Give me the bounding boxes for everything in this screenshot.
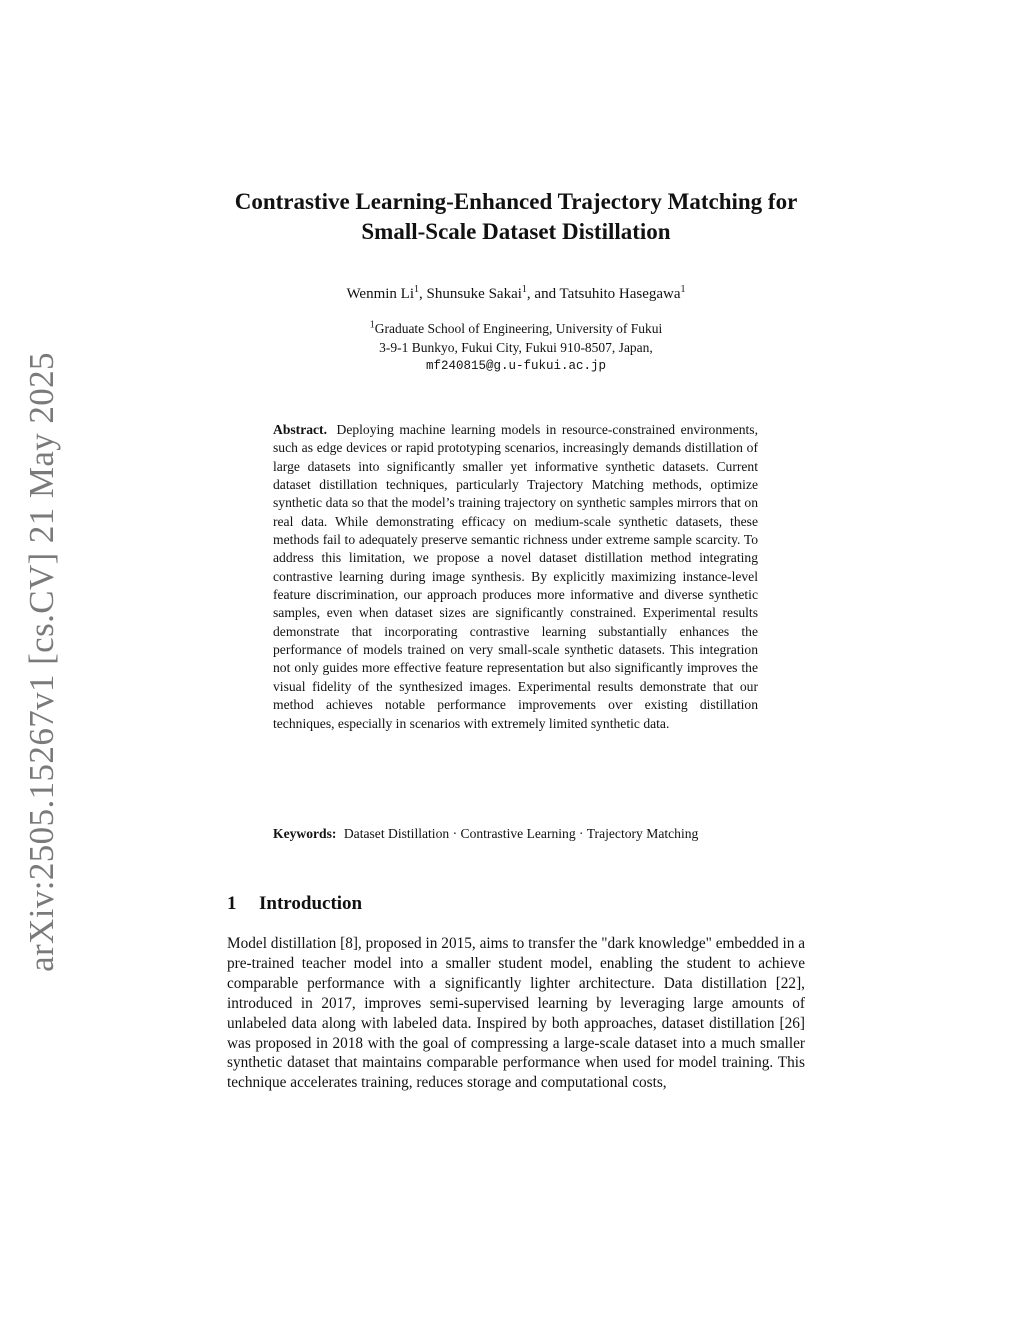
affiliation-institution-line — [227, 319, 805, 338]
section-number: 1 — [227, 893, 237, 914]
author-name: Wenmin Li — [346, 286, 414, 302]
author-name: Tatsuhito Hasegawa — [559, 286, 681, 302]
affiliation-address: 3-9-1 Bunkyo, Fukui City, Fukui 910-8507, Japan, — [379, 340, 653, 355]
section-heading-introduction — [227, 892, 362, 916]
keywords-text: Dataset Distillation · Contrastive Learning · Trajectory Matching — [343, 826, 699, 841]
affiliation-institution: Graduate School of Engineering, University of Fukui — [374, 321, 663, 336]
arxiv-identifier-text: arXiv:2505.15267v1 [cs.CV] 21 May 2025 — [22, 352, 61, 972]
abstract-label: Abstract. — [273, 422, 327, 437]
author-affiliation-mark: 1 — [413, 284, 419, 295]
affiliation-block — [227, 319, 805, 376]
keywords — [273, 824, 778, 843]
author-affiliation-mark: 1 — [521, 284, 527, 295]
abstract — [273, 421, 758, 733]
contact-email[interactable]: mf240815@g.u-fukui.ac.jp — [425, 359, 607, 373]
author-separator: , — [418, 286, 427, 302]
author-list — [227, 284, 805, 304]
paper-title: Contrastive Learning-Enhanced Trajectory Matching for Small-Scale Dataset Distillation — [234, 189, 798, 244]
author-separator: , and — [526, 286, 560, 302]
section-title: Introduction — [259, 893, 363, 914]
keywords-label: Keywords: — [273, 826, 337, 841]
affiliation-mark: 1 — [369, 319, 375, 331]
author-affiliation-mark: 1 — [680, 284, 686, 295]
abstract-text: Deploying machine learning models in resource-constrained environments, such as edge devices or rapid prototyping scenarios, increasingly demands distillation of large datasets into significantly smaller yet informative synthetic datasets. Current dataset distillation techniques, particularly Trajectory Matching methods, optimize synthetic data so that the model’s training trajectory on synthetic samples mirrors that on real data. While demonstrating efficacy on medium-scale synthetic datasets, these methods fail to adequately preserve semantic richness under extreme sample scarcity. To address this limitation, we propose a novel dataset distillation method integrating contrastive learning during image synthesis. By explicitly maximizing instance-level feature discrimination, our approach produces more informative and diverse synthetic samples, even when dataset sizes are significantly constrained. Experimental results demonstrate that incorporating contrastive learning substantially enhances the performance of models trained on very small-scale synthetic datasets. This integration not only guides more effective feature representation but also significantly improves the visual fidelity of the synthesized images. Experimental results demonstrate that our method achieves notable performance improvements over existing distillation techniques, especially in scenarios with extremely limited synthetic data. — [273, 422, 758, 731]
author-name: Shunsuke Sakai — [426, 286, 522, 302]
introduction-paragraph: Model distillation [8], proposed in 2015, aims to transfer the "dark knowledge" embedded in a pre-trained teacher model into a smaller student model, enabling the student to achieve comparable performance with a significantly lighter architecture. Data distillation [22], introduced in 2017, improves semi-supervised learning by leveraging large amounts of unlabeled data along with labeled data. Inspired by both approaches, dataset distillation [26] was proposed in 2018 with the goal of compressing a large-scale dataset into a much smaller synthetic dataset that maintains comparable performance when used for model training. This technique accelerates training, reduces storage and computational costs, — [227, 935, 805, 1092]
